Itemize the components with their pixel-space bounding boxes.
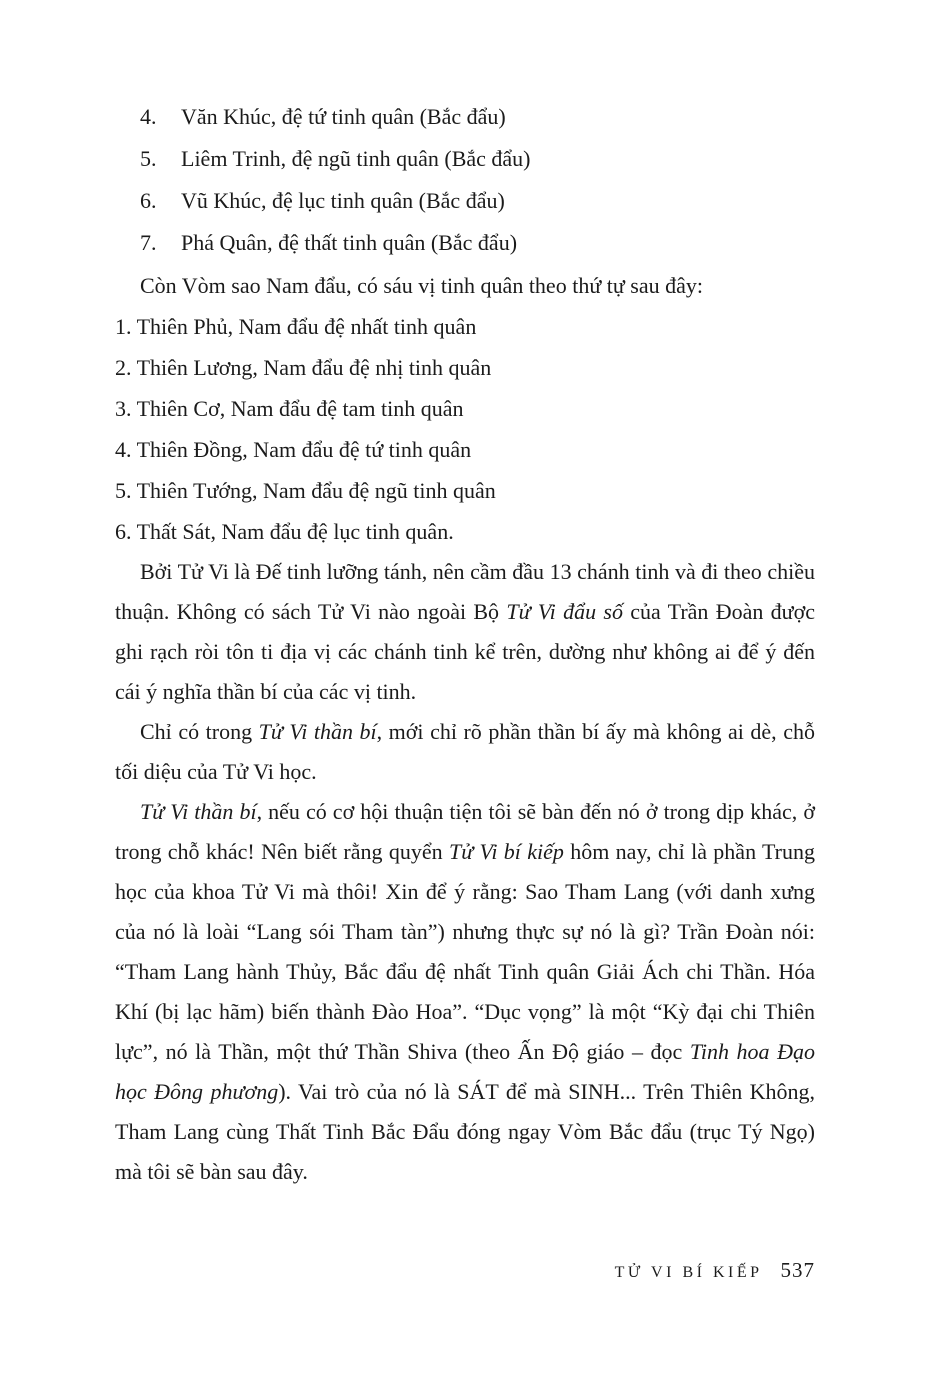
page-footer <box>615 1258 815 1283</box>
list-item-text: Liêm Trinh, đệ ngũ tinh quân (Bắc đẩu) <box>181 146 531 171</box>
list-item-text: Vũ Khúc, đệ lục tinh quân (Bắc đẩu) <box>181 188 505 213</box>
list-item-number: 4. <box>140 104 157 129</box>
list-item-text: Văn Khúc, đệ tứ tinh quân (Bắc đẩu) <box>181 104 506 129</box>
list-item <box>140 138 815 180</box>
list-item: 6. Thất Sát, Nam đẩu đệ lục tinh quân. <box>115 519 454 544</box>
list-item: 1. Thiên Phủ, Nam đẩu đệ nhất tinh quân <box>115 314 477 339</box>
list-item-number: 5. <box>140 146 157 171</box>
list-item <box>140 222 815 264</box>
paragraph: Tử Vi thần bí, nếu có cơ hội thuận tiện tôi sẽ bàn đến nó ở trong dịp khác, ở trong chỗ khác! Nên biết rằng quyển Tử Vi bí kiếp hôm nay, chỉ là phần Trung học của khoa Tử Vi mà thôi! Xin để ý rằng: Sao Tham Lang (với danh xưng của nó là loài “Lang sói Tham tàn”) nhưng thực sự nó là gì? Trần Đoàn nói: “Tham Lang hành Thủy, Bắc đẩu đệ nhất Tinh quân Giải Ách chi Thần. Hóa Khí (bị lạc hãm) biến thành Đào Hoa”. “Dục vọng” là một “Kỳ đại chi Thiên lực”, nó là Thần, một thứ Thần Shiva (theo Ấn Độ giáo – đọc Tinh hoa Đạo học Đông phương). Vai trò của nó là SÁT để mà SINH... Trên Thiên Không, Tham Lang cùng Thất Tinh Bắc Đẩu đóng ngay Vòm Bắc đẩu (trục Tý Ngọ) mà tôi sẽ bàn sau đây. <box>115 799 816 1184</box>
running-title: TỬ VI BÍ KIẾP <box>614 1264 763 1281</box>
paragraph: Chỉ có trong Tử Vi thần bí, mới chỉ rõ phần thần bí ấy mà không ai dè, chỗ tối diệu của Tử Vi học. <box>115 719 815 784</box>
list-item: 5. Thiên Tướng, Nam đẩu đệ ngũ tinh quân <box>115 478 496 503</box>
list-item-number: 6. <box>140 188 157 213</box>
list-item: 4. Thiên Đồng, Nam đẩu đệ tứ tinh quân <box>115 437 472 462</box>
page-content <box>115 96 815 1192</box>
nam-dau-list <box>115 306 815 552</box>
list-item-number: 7. <box>140 230 157 255</box>
list-item <box>140 96 815 138</box>
list-item: 2. Thiên Lương, Nam đẩu đệ nhị tinh quân <box>115 355 492 380</box>
list-item <box>140 180 815 222</box>
list-item-text: Phá Quân, đệ thất tinh quân (Bắc đẩu) <box>181 230 518 255</box>
list-item: 3. Thiên Cơ, Nam đẩu đệ tam tinh quân <box>115 396 464 421</box>
nam-dau-intro: Còn Vòm sao Nam đẩu, có sáu vị tinh quân theo thứ tự sau đây: <box>140 273 703 298</box>
page-number: 537 <box>780 1258 815 1282</box>
paragraph: Bởi Tử Vi là Đế tinh lưỡng tánh, nên cầm đầu 13 chánh tinh và đi theo chiều thuận. Không có sách Tử Vi nào ngoài Bộ Tử Vi đẩu số của Trần Đoàn được ghi rạch ròi tôn ti địa vị các chánh tinh kể trên, dường như không ai để ý đến cái ý nghĩa thần bí của các vị tinh. <box>115 559 815 704</box>
bac-dau-list <box>115 96 815 264</box>
